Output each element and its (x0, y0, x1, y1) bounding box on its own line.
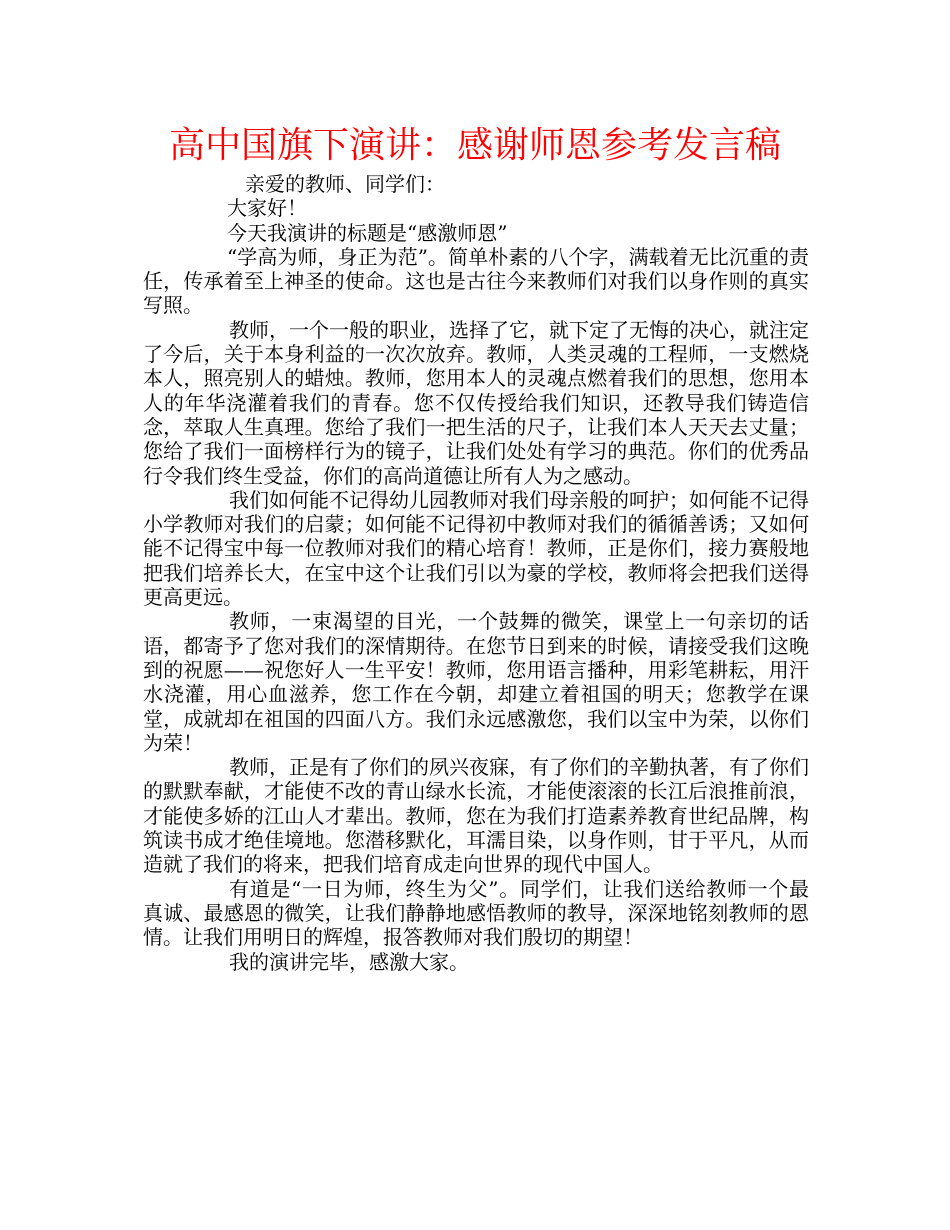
document-title: 高中国旗下演讲：感谢师恩参考发言稿 (168, 125, 781, 166)
document-body (143, 172, 809, 974)
closing-line: 我的演讲完毕，感激大家。 (229, 949, 469, 974)
paragraph: 教师，正是有了你们的夙兴夜寐，有了你们的辛勤执著，有了你们的默默奉献，才能使不改的青山绿水长流，才能使滚滚的长江后浪推前浪，才能使多娇的江山人才辈出。教师，您在为我们打造素养教育世纪品牌，构筑读书成才绝佳境地。您潜移默化，耳濡目染，以身作则，甘于平凡，从而造就了我们的将来，把我们培育成走向世界的现代中国人。 (143, 755, 809, 877)
paragraph: 教师，一束渴望的目光，一个鼓舞的微笑，课堂上一句亲切的话语，都寄予了您对我们的深情期待。在您节日到来的时候，请接受我们这晚到的祝愿——祝您好人一生平安！教师，您用语言播种，用彩笔耕耘，用汗水浇灌，用心血滋养，您工作在今朝，却建立着祖国的明天；您教学在课堂，成就却在祖国的四面八方。我们永远感激您，我们以宝中为荣，以你们为荣！ (143, 609, 809, 755)
paragraph: 我们如何能不记得幼儿园教师对我们母亲般的呵护；如何能不记得小学教师对我们的启蒙；如何能不记得初中教师对我们的循循善诱；又如何能不记得宝中每一位教师对我们的精心培育！教师，正是你们，接力赛般地把我们培养长大，在宝中这个让我们引以为豪的学校，教师将会把我们送得更高更远。 (143, 487, 809, 610)
greeting: 大家好！ (227, 196, 307, 221)
paragraph: 有道是“一日为师，终生为父”。同学们，让我们送给教师一个最真诚、最感恩的微笑，让我们静静地感悟教师的教导，深深地铭刻教师的恩情。让我们用明日的辉煌，报答教师对我们殷切的期望！ (143, 876, 809, 950)
paragraph: “学高为师，身正为范”。简单朴素的八个字，满载着无比沉重的责任，传承着至上神圣的使命。这也是古往今来教师们对我们以身作则的真实写照。 (143, 244, 809, 318)
speech-intro: 今天我演讲的标题是“感激师恩” (227, 220, 508, 245)
paragraph: 教师，一个一般的职业，选择了它，就下定了无悔的决心，就注定了今后，关于本身利益的一次次放弃。教师，人类灵魂的工程师，一支燃烧本人，照亮别人的蜡烛。教师，您用本人的灵魂点燃着我们的思想，您用本人的年华浇灌着我们的青春。您不仅传授给我们知识，还教导我们铸造信念，萃取人生真理。您给了我们一把生活的尺子，让我们本人天天去丈量；您给了我们一面榜样行为的镜子，让我们处处有学习的典范。你们的优秀品行令我们终生受益，你们的高尚道德让所有人为之感动。 (143, 317, 809, 488)
salutation: 亲爱的教师、同学们： (245, 172, 445, 196)
